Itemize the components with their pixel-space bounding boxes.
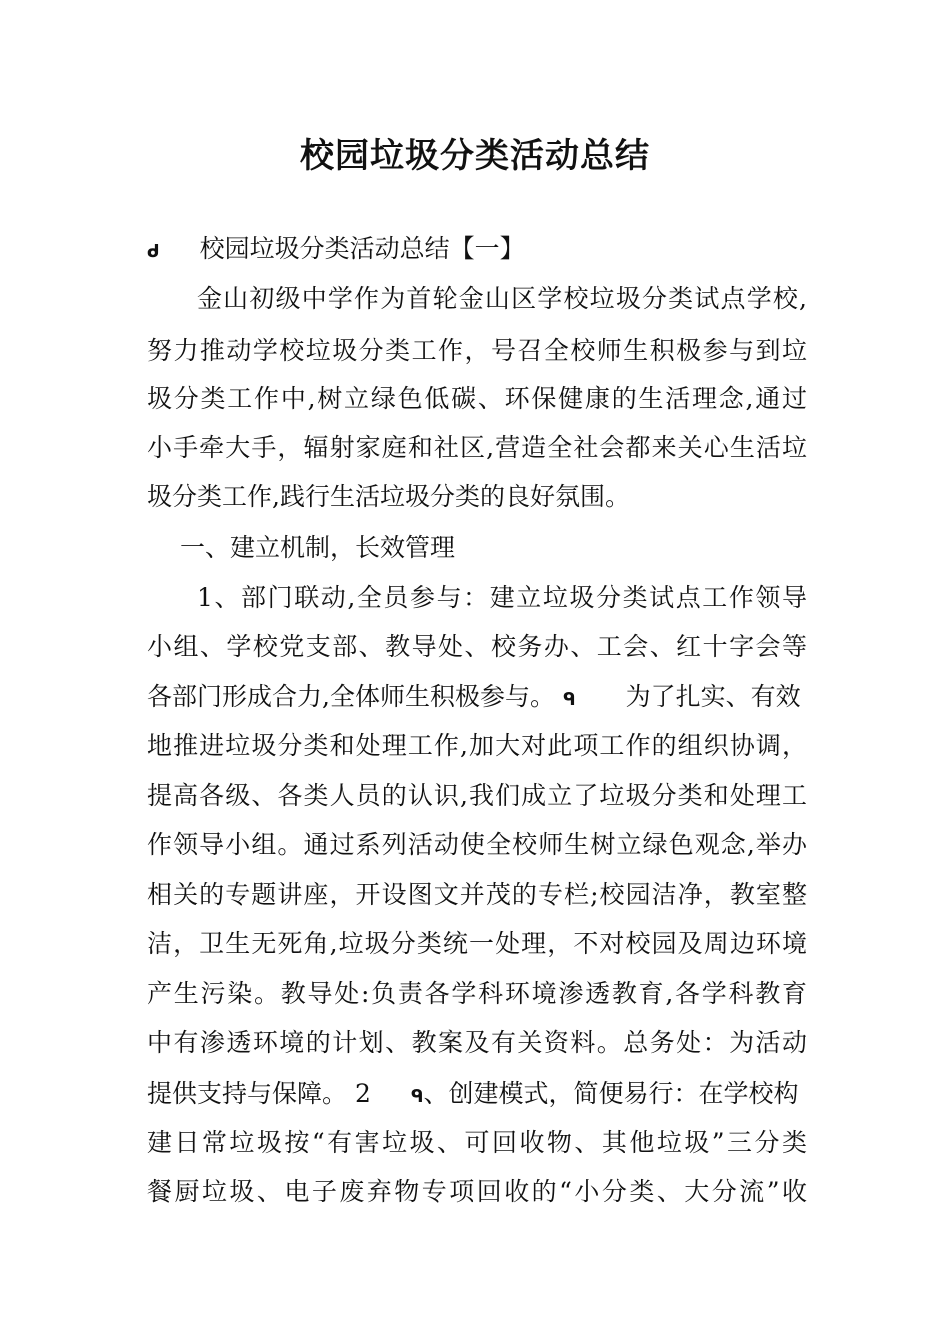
paragraph-line: 金山初级中学作为首轮金山区学校垃圾分类试点学校, — [197, 284, 807, 313]
inline-marker: ᑫ — [410, 1087, 424, 1107]
paragraph-line: 相关的专题讲座，开设图文并茂的专栏;校园洁净，教室整 — [147, 880, 807, 909]
paragraph-line: 建日常垃圾按“有害垃圾、可回收物、其他垃圾”三分类 — [147, 1128, 807, 1157]
paragraph-line: 作领导小组。通过系列活动使全校师生树立绿色观念,举办 — [147, 830, 807, 859]
section-heading — [147, 234, 807, 267]
paragraph-text: 为了扎实、有效 — [625, 682, 801, 711]
paragraph-line: 洁，卫生无死角,垃圾分类统一处理，不对校园及周边环境 — [147, 929, 807, 958]
paragraph-line: 产生污染。教导处:负责各学科环境渗透教育,各学科教育 — [147, 979, 807, 1008]
section-heading-text: 校园垃圾分类活动总结【一】 — [199, 234, 525, 263]
paragraph-line: 地推进垃圾分类和处理工作,加大对此项工作的组织协调， — [147, 731, 807, 760]
paragraph-line: 圾分类工作,践行生活垃圾分类的良好氛围。 — [147, 482, 630, 511]
paragraph-text: 各部门形成合力,全体师生积极参与。 — [147, 682, 555, 711]
paragraph-line-with-marker — [147, 682, 807, 715]
bullet-marker: ᑯ — [147, 242, 160, 262]
paragraph-line: 餐厨垃圾、电子废弃物专项回收的“小分类、大分流”收 — [147, 1177, 807, 1206]
paragraph-line: 提高各级、各类人员的认识,我们成立了垃圾分类和处理工 — [147, 781, 807, 810]
inline-marker: ᑫ — [562, 690, 576, 710]
paragraph-line: 圾分类工作中,树立绿色低碳、环保健康的生活理念,通过 — [147, 384, 807, 413]
paragraph-line: 小手牵大手，辐射家庭和社区,营造全社会都来关心生活垃 — [147, 433, 807, 462]
document-title: 校园垃圾分类活动总结 — [300, 136, 650, 176]
paragraph-line: 1、部门联动,全员参与：建立垃圾分类试点工作领导 — [197, 583, 807, 612]
paragraph-line-with-marker — [147, 1079, 807, 1112]
paragraph-line: 努力推动学校垃圾分类工作，号召全校师生积极参与到垃 — [147, 336, 807, 365]
paragraph-line: 中有渗透环境的计划、教案及有关资料。总务处：为活动 — [147, 1028, 807, 1057]
paragraph-text: 、创建模式，简便易行：在学校构 — [423, 1079, 799, 1108]
section-subheading: 一、建立机制，长效管理 — [180, 533, 456, 562]
paragraph-line: 小组、学校党支部、教导处、校务办、工会、红十字会等 — [147, 632, 807, 661]
paragraph-text: 提供支持与保障。 2 — [147, 1079, 371, 1108]
